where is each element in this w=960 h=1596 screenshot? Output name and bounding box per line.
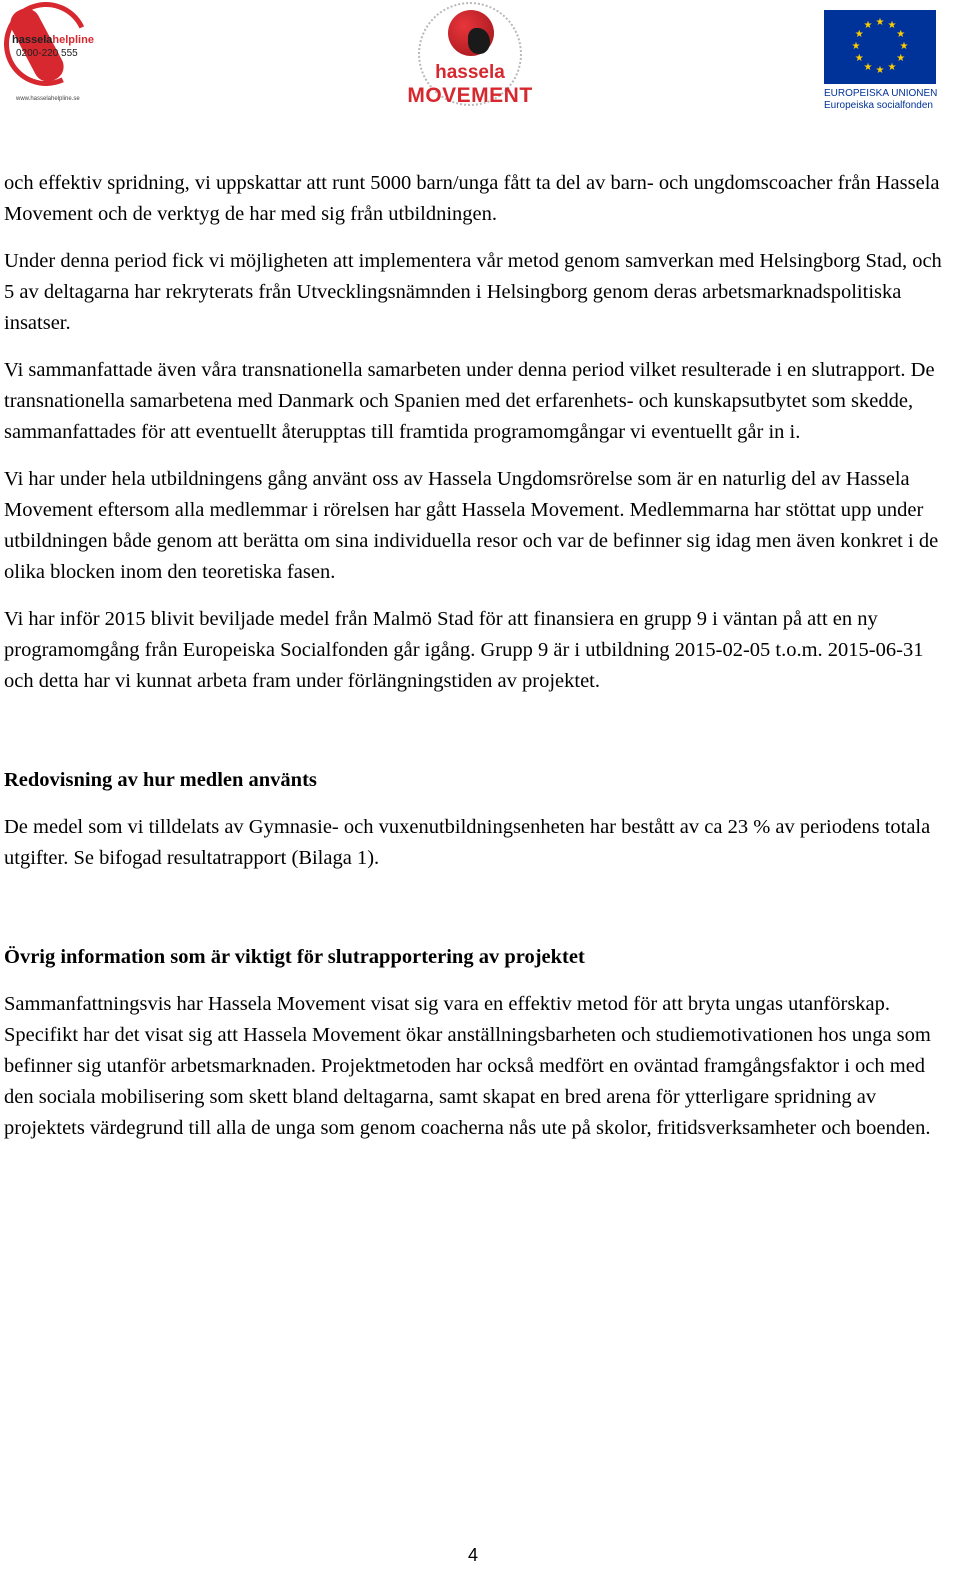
section-spacer [4, 890, 948, 942]
eu-logo [824, 10, 954, 114]
section-heading: Redovisning av hur medlen använts [4, 769, 317, 791]
paragraph: Sammanfattningsvis har Hassela Movement visat sig vara en effektiv metod för att bryta ungas utanförskap. Specifikt har det visat sig att Hassela Movement ökar anställningsbarheten och studiemotivationen hos unga som befinner sig utanför arbetsmarknaden. Projektmetoden har också medfört en oväntad framgångsfaktor i och med den sociala mobilisering som skett bland deltagarna, samt skapat en bred arena för ytterligare spridning av projektets värdegrund till alla de unga som genom coacherna nås ute på skolor, fritidsverksamheter och boenden. [4, 993, 931, 1139]
section-spacer [4, 713, 948, 765]
document-body [4, 168, 948, 1160]
eu-star-icon: ★ [851, 41, 861, 52]
helpline-url: www.hasselahelpline.se [16, 96, 80, 102]
page-number: 4 [467, 1545, 478, 1565]
eu-star-icon: ★ [887, 20, 897, 32]
helpline-logo-text [12, 34, 92, 46]
eu-star-icon: ★ [854, 53, 864, 64]
paragraph: Vi sammanfattade även våra transnationella samarbeten under denna period vilket resulterade i en slutrapport. De transnationella samarbetena med Danmark och Spanien med det erfarenhets- och kunskapsutbytet som skedde, sammanfattades för att eventuellt återupptas till framtida programomgångar vi eventuellt går in i. [4, 359, 935, 443]
hassela-helpline-logo [4, 2, 96, 104]
paragraph: Vi har inför 2015 blivit beviljade medel från Malmö Stad för att finansiera en grupp 9 i väntan på att en ny programomgång från Europeiska Socialfonden går igång. Grupp 9 är i utbildning 2015-02-05 t.o.m. 2015-06-31 och detta har vi kunnat arbeta fram under förlängningstiden av projektet. [4, 608, 924, 692]
paragraph: Vi har under hela utbildningens gång använt oss av Hassela Ungdomsrörelse som är en naturlig del av Hassela Movement eftersom alla medlemmar i rörelsen har gått Hassela Movement. Medlemmarna har stöttat upp under utbildningen både genom att berätta om sina individuella resor och var de befinner sig idag men även konkret i de olika blocken inom den teoretiska fasen. [4, 468, 939, 583]
paragraph: Under denna period fick vi möjligheten att implementera vår metod genom samverkan med Helsingborg Stad, och 5 av deltagarna har rekryterats från Utvecklingsnämnden i Helsingborg genom deras arbetsmarknadspolitiska insatser. [4, 250, 942, 334]
eu-star-icon: ★ [887, 61, 897, 73]
eu-star-icon: ★ [896, 29, 906, 40]
movement-logo-word2: MOVEMENT [407, 84, 533, 107]
globe-icon [448, 10, 494, 56]
hassela-movement-logo [404, 0, 536, 122]
eu-star-icon: ★ [899, 41, 909, 52]
eu-star-icon: ★ [863, 20, 873, 32]
eu-star-icon: ★ [863, 61, 873, 73]
paragraph: och effektiv spridning, vi uppskattar att runt 5000 barn/unga fått ta del av barn- och ungdomscoacher från Hassela Movement och de verktyg de har med sig från utbildningen. [4, 172, 940, 225]
paragraph: De medel som vi tilldelats av Gymnasie- och vuxenutbildningsenheten har bestått av ca 23 % av periodens totala utgifter. Se bifogad resultatrapport (Bilaga 1). [4, 816, 931, 869]
eu-star-icon: ★ [896, 53, 906, 64]
eu-logo-line2: Europeiska socialfonden [824, 100, 933, 111]
eu-star-icon: ★ [854, 29, 864, 40]
eu-logo-line1: EUROPEISKA UNIONEN [824, 88, 938, 99]
page-header [0, 0, 960, 130]
eu-flag-icon [824, 10, 936, 84]
movement-logo-word1: hassela [435, 62, 505, 83]
helpline-name-plain: hassela [12, 34, 53, 46]
eu-star-icon: ★ [875, 17, 885, 28]
section-heading: Övrig information som är viktigt för slutrapportering av projektet [4, 946, 585, 968]
helpline-phone: 0200-220 555 [16, 48, 78, 59]
eu-star-icon: ★ [875, 65, 885, 76]
helpline-name-accent: helpline [52, 34, 94, 46]
